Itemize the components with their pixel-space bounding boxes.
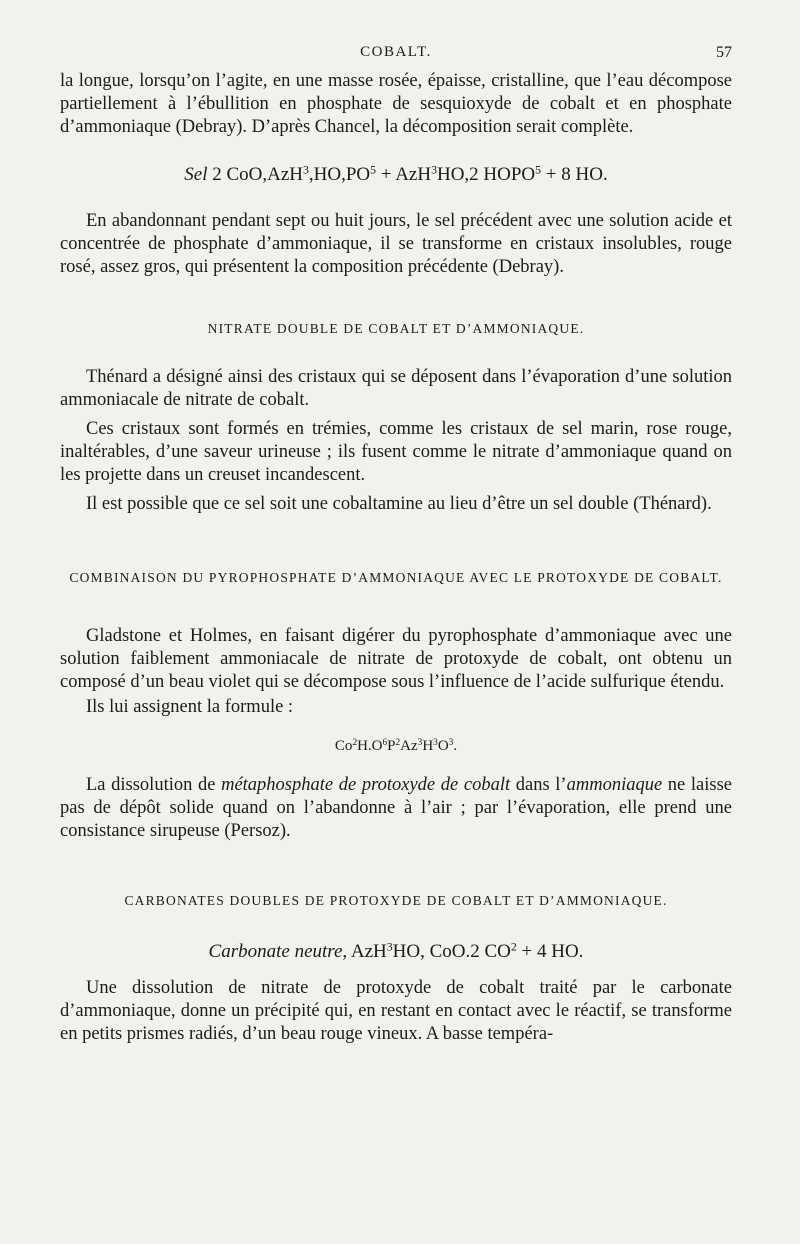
paragraph-3: Thénard a désigné ainsi des cristaux qui se déposent dans l’évaporation d’une solution ammoniacale de nitrate de cobalt. bbox=[60, 367, 732, 410]
paragraph-9: Une dissolution de nitrate de protoxyde de cobalt traité par le carbonate d’ammoniaque, donne un précipité qui, en restant en contact avec le réactif, se transforme en petits prismes radiés, d’un beau rouge vineux. A basse tempéra- bbox=[60, 978, 732, 1044]
section-title-carbonates: CARBONATES DOUBLES DE PROTOXYDE DE COBALT ET D’AMMONIAQUE. bbox=[124, 893, 668, 908]
paragraph-5: Il est possible que ce sel soit une cobaltamine au lieu d’être un sel double (Thénard). bbox=[86, 494, 712, 514]
paragraph-1: la longue, lorsqu’on l’agite, en une masse rosée, épaisse, cristalline, que l’eau décompose partiellement à l’ébullition en phosphate de sesquioxyde de cobalt et en phosphate d’ammoniaque (Debray). D’après Chancel, la décomposition serait complète. bbox=[60, 71, 732, 137]
formula-carbonate-neutre: Carbonate neutre, AzH$^3$HO, CoO.2 $CO^2 + 4$ HO. bbox=[208, 940, 584, 962]
paragraph-4: Ces cristaux sont formés en trémies, comme les cristaux de sel marin, rose rouge, inaltérables, d’une saveur urineuse ; ils fusent comme le nitrate d’ammoniaque quand on les projette dans un creuset incandescent. bbox=[60, 419, 732, 485]
page-number: 57 bbox=[716, 44, 732, 61]
paragraph-7: Ils lui assignent la formule : bbox=[86, 697, 294, 717]
formula-sel-phosphate: Sel 2 $CoO,AzH^3,HO,PO^5 + AzH^3HO,2$ $HOPO^5 + 8$ HO. bbox=[184, 163, 608, 185]
running-head: COBALT. bbox=[360, 44, 432, 60]
formula-label: Sel bbox=[184, 164, 208, 185]
section-title-pyrophosphate: COMBINAISON DU PYROPHOSPHATE D’AMMONIAQUE AVEC LE PROTOXYDE DE COBALT. bbox=[69, 570, 723, 585]
formula-pyrophosphate: $Co^2H.O^6P^2Az^3H^3O^3$. bbox=[334, 737, 458, 754]
paragraph-2: En abandonnant pendant sept ou huit jours, le sel précédent avec une solution acide et concentrée de phosphate d’ammoniaque, il se transforme en cristaux insolubles, rouge rosé, assez gros, qui présentent la composition précédente (Debray). bbox=[60, 211, 732, 277]
page-body bbox=[60, 70, 732, 1046]
paragraph-6: Gladstone et Holmes, en faisant digérer du pyrophosphate d’ammoniaque avec une solution faiblement ammoniacale de nitrate de protoxyde de cobalt, ont obtenu un composé d’un beau violet qui se décompose sous l’influence de l’acide sulfurique étendu. bbox=[60, 626, 732, 692]
formula-label: Carbonate neutre bbox=[208, 941, 343, 962]
paragraph-8: La dissolution de métaphosphate de protoxyde de cobalt dans l’ammoniaque ne laisse pas de dépôt solide quand on l’abandonne à l’air ; par l’évaporation, elle prend une consistance sirupeuse (Persoz). bbox=[60, 775, 733, 841]
page-header bbox=[60, 42, 732, 66]
section-title-nitrate: NITRATE DOUBLE DE COBALT ET D’AMMONIAQUE. bbox=[207, 321, 585, 336]
